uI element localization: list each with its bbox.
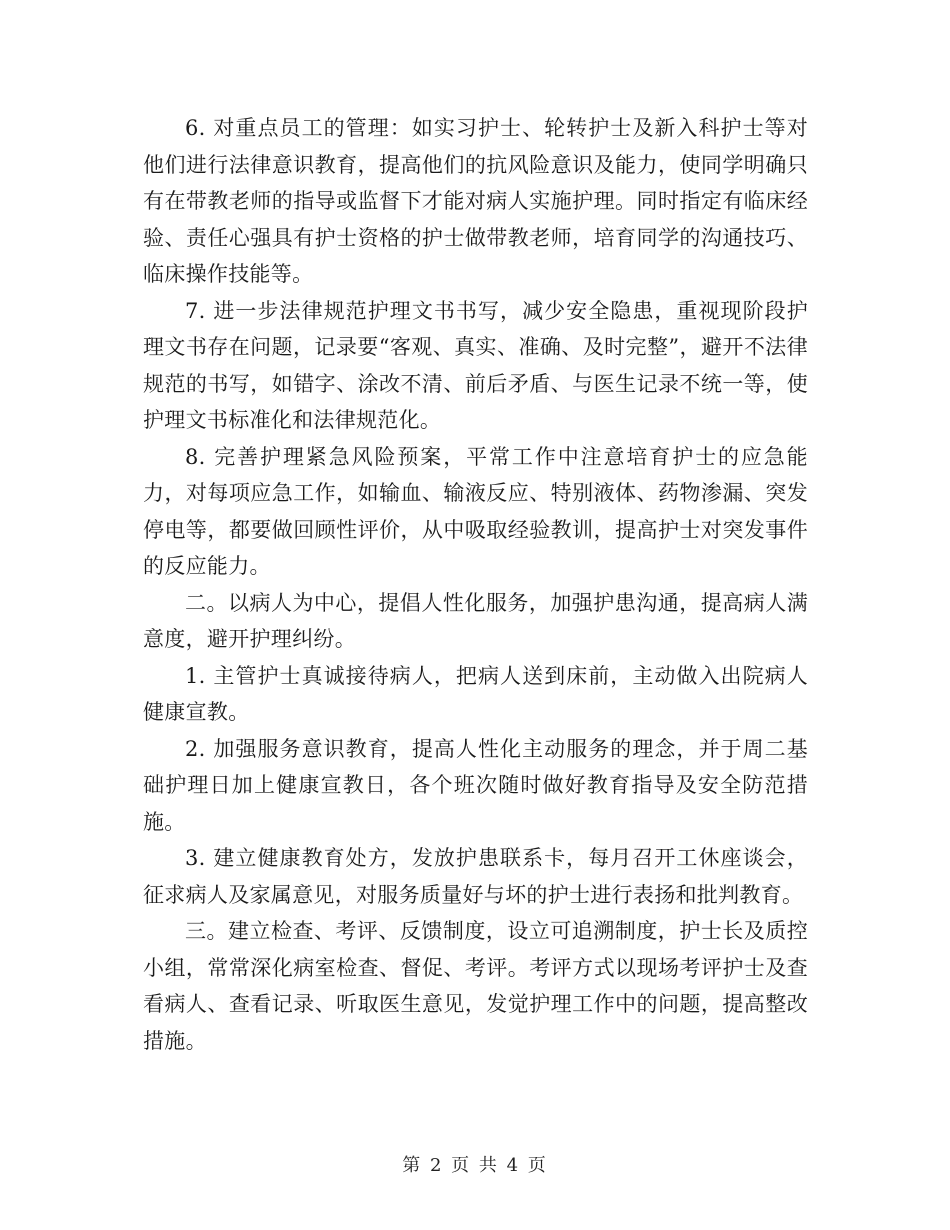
paragraph-item-2: 2. 加强服务意识教育，提高人性化主动服务的理念，并于周二基础护理日加上健康宣教日，各个班次随时做好教育指导及安全防范措施。 bbox=[143, 736, 808, 834]
section-heading-two: 二。以病人为中心，提倡人性化服务，加强护患沟通，提高病人满意度，避开护理纠纷。 bbox=[143, 590, 808, 651]
paragraph-item-6: 6. 对重点员工的管理：如实习护士、轮转护士及新入科护士等对他们进行法律意识教育，提高他们的抗风险意识及能力，使同学明确只有在带教老师的指导或监督下才能对病人实施护理。同时指定有临床经验、责任心强具有护士资格的护士做带教老师，培育同学的沟通技巧、临床操作技能等。 bbox=[143, 116, 808, 286]
paragraph-item-3: 3. 建立健康教育处方，发放护患联系卡，每月召开工休座谈会，征求病人及家属意见，对服务质量好与坏的护士进行表扬和批判教育。 bbox=[143, 846, 808, 907]
paragraph-item-7: 7. 进一步法律规范护理文书书写，减少安全隐患，重视现阶段护理文书存在问题，记录要“客观、真实、准确、及时完整”，避开不法律规范的书写，如错字、涂改不清、前后矛盾、与医生记录不统一等，使护理文书标准化和法律规范化。 bbox=[143, 298, 808, 432]
page-number-footer: 第 2 页 共 4 页 bbox=[402, 1155, 548, 1176]
section-heading-three: 三。建立检查、考评、反馈制度，设立可追溯制度，护士长及质控小组，常常深化病室检查、督促、考评。考评方式以现场考评护士及查看病人、查看记录、听取医生意见，发觉护理工作中的问题，提高整改措施。 bbox=[143, 919, 808, 1053]
paragraph-item-1: 1. 主管护士真诚接待病人，把病人送到床前，主动做入出院病人健康宣教。 bbox=[143, 663, 808, 724]
paragraph-item-8: 8. 完善护理紧急风险预案，平常工作中注意培育护士的应急能力，对每项应急工作，如输血、输液反应、特别液体、药物渗漏、突发停电等，都要做回顾性评价，从中吸取经验教训，提高护士对突发事件的反应能力。 bbox=[143, 444, 808, 578]
document-body bbox=[143, 110, 808, 1059]
